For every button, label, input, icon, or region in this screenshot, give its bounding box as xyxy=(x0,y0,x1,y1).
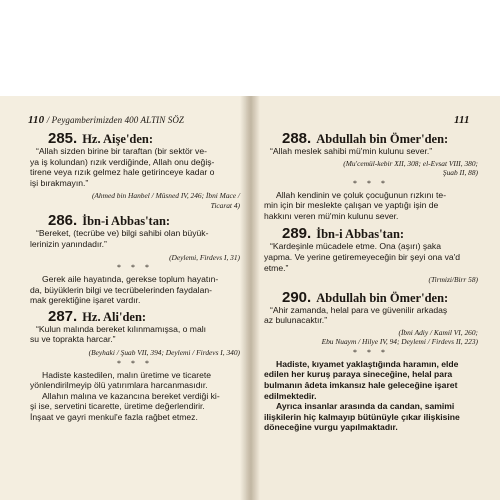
quote-line: tirene veya rızık gelmez hale getirinceye kadar o xyxy=(30,167,215,178)
hadith-287 xyxy=(30,307,240,423)
left-page-number: 110 xyxy=(28,114,45,126)
commentary-line: Hadiste kastedilen, malın üretime ve ticarete xyxy=(42,369,212,380)
source-citation: Şuab II, 88) xyxy=(442,168,478,178)
hadith-286 xyxy=(30,214,240,305)
hadith-number: 288. xyxy=(282,130,312,147)
right-column xyxy=(264,132,478,433)
source-citation: (Tirmizi/Birr 58) xyxy=(428,275,478,285)
commentary-line: hakkını veren mü'min kulunu sever. xyxy=(264,210,399,221)
source-citation: (Deylemi, Firdevs I, 31) xyxy=(169,252,240,262)
quote-line: işi bırakmayın.” xyxy=(30,177,89,188)
section-divider: * * * xyxy=(353,178,389,188)
commentary-line: Ayrıca insanlar arasında da candan, samimi xyxy=(276,401,455,412)
hadith-number: 289. xyxy=(282,225,312,243)
right-page-number: 111 xyxy=(454,114,470,126)
quote-line: lerinizin yanındadır.” xyxy=(30,238,107,249)
hadith-narrator: Hz. Ali'den: xyxy=(82,309,147,324)
hadith-narrator: Abdullah bin Ömer'den: xyxy=(316,290,449,305)
commentary-line: Hadiste, kıyamet yaklaştığında haramın, elde xyxy=(276,358,459,369)
commentary-line: yönlendirilmeyip ölü yatırımlara harcanmasıdır. xyxy=(30,380,208,391)
commentary-line: şi ise, servetini ticarette, üretime değerlendirir. xyxy=(30,401,205,412)
source-citation: (Ahmed bin Hanbel / Müsned IV, 246; İbni Mace / xyxy=(91,191,240,201)
source-citation: Ebu Nuaym / Hilye IV, 94; Deylemi / Firdevs II, 223) xyxy=(321,337,478,347)
hadith-number: 290. xyxy=(282,288,312,306)
commentary-line: Allahın malına ve kazancına bereket verdiği ki- xyxy=(42,390,220,401)
commentary-line: edilen her kuruş paraya sineceğine, helal para xyxy=(264,369,453,380)
hadith-number: 286. xyxy=(48,212,78,230)
commentary-line: İnşaat ve gayri menkul'e fazla rağbet etmez. xyxy=(30,411,198,422)
hadith-narrator: İbn-i Abbas'tan: xyxy=(82,214,171,229)
left-column xyxy=(30,132,240,423)
commentary-line: min için bir meslekte çalışan ve yaptığı işin de xyxy=(264,200,439,211)
source-citation: Ticarat 4) xyxy=(210,200,240,210)
hadith-number: 287. xyxy=(48,307,78,325)
hadith-narrator: Hz. Aişe'den: xyxy=(82,132,154,146)
commentary-line: Allah kendinin ve çoluk çocuğunun rızkını te- xyxy=(276,189,447,200)
hadith-285 xyxy=(30,132,240,210)
quote-line: su ve toprakta harcar.” xyxy=(30,334,116,345)
section-divider: * * * xyxy=(117,263,153,273)
book-gutter xyxy=(240,96,260,500)
quote-line: “Kardeşinle mücadele etme. Ona (aşırı) şaka xyxy=(270,241,441,252)
quote-line: “Ahir zamanda, helal para ve güvenilir arkadaş xyxy=(270,304,448,315)
hadith-289 xyxy=(264,227,478,284)
running-title: / Peygamberimizden 400 ALTIN SÖZ xyxy=(46,115,185,125)
right-page xyxy=(254,96,500,500)
quote-line: “Bereket, (tecrübe ve) bilgi sahibi olan büyük- xyxy=(36,228,209,239)
commentary-line: edilmektedir. xyxy=(264,390,317,401)
commentary-line: Gerek aile hayatında, gerekse toplum hayatın- xyxy=(42,274,219,285)
quote-line: “Allah sizden birine bir taraftan (bir sektör ve- xyxy=(36,146,207,156)
commentary-line: mak gerektiğine işaret vardır. xyxy=(30,295,141,306)
hadith-narrator: İbn-i Abbas'tan: xyxy=(316,227,405,242)
commentary-line: döneceğine vurgu yapılmaktadır. xyxy=(264,422,398,433)
hadith-290 xyxy=(264,288,478,433)
hadith-288 xyxy=(264,132,478,221)
quote-line: “Kulun malında bereket kılınmamışsa, o malı xyxy=(36,323,207,334)
left-page-header xyxy=(28,114,184,126)
quote-line: az bulunacaktır.” xyxy=(264,315,328,326)
quote-line: yapma. Ve yerine getiremeyeceğin bir şeyi ona va'd xyxy=(264,251,461,262)
source-citation: (İbni Adiy / Kamil VI, 260; xyxy=(398,327,478,337)
quote-line: “Allah meslek sahibi mü'min kulunu sever.” xyxy=(270,146,433,156)
source-citation: (Beyhaki / Şuab VII, 394; Deylemi / Firdevs I, 340) xyxy=(88,348,240,358)
quote-line: ya iş kolundan) rızık verdiğinde, Allah onu değiş- xyxy=(30,156,215,167)
section-divider: * * * xyxy=(353,347,389,357)
source-citation: (Mu'cemül-kebir XII, 308; el-Evsat VIII, 380; xyxy=(343,158,478,168)
book-spread xyxy=(0,96,500,500)
commentary-line: bulmanın âdeta imkansız hale geleceğine işaret xyxy=(264,380,458,391)
section-divider: * * * xyxy=(117,358,153,368)
hadith-narrator: Abdullah bin Ömer'den: xyxy=(316,132,449,146)
commentary-line: da, büyüklerin bilgi ve tecrübelerinden faydalan- xyxy=(30,284,213,295)
commentary-line: ilişkilerin hiç kalmayıp bütünüyle çıkar ilişkisine xyxy=(264,411,460,422)
hadith-number: 285. xyxy=(48,130,78,147)
left-page xyxy=(0,96,246,500)
quote-line: etme.” xyxy=(264,262,289,273)
